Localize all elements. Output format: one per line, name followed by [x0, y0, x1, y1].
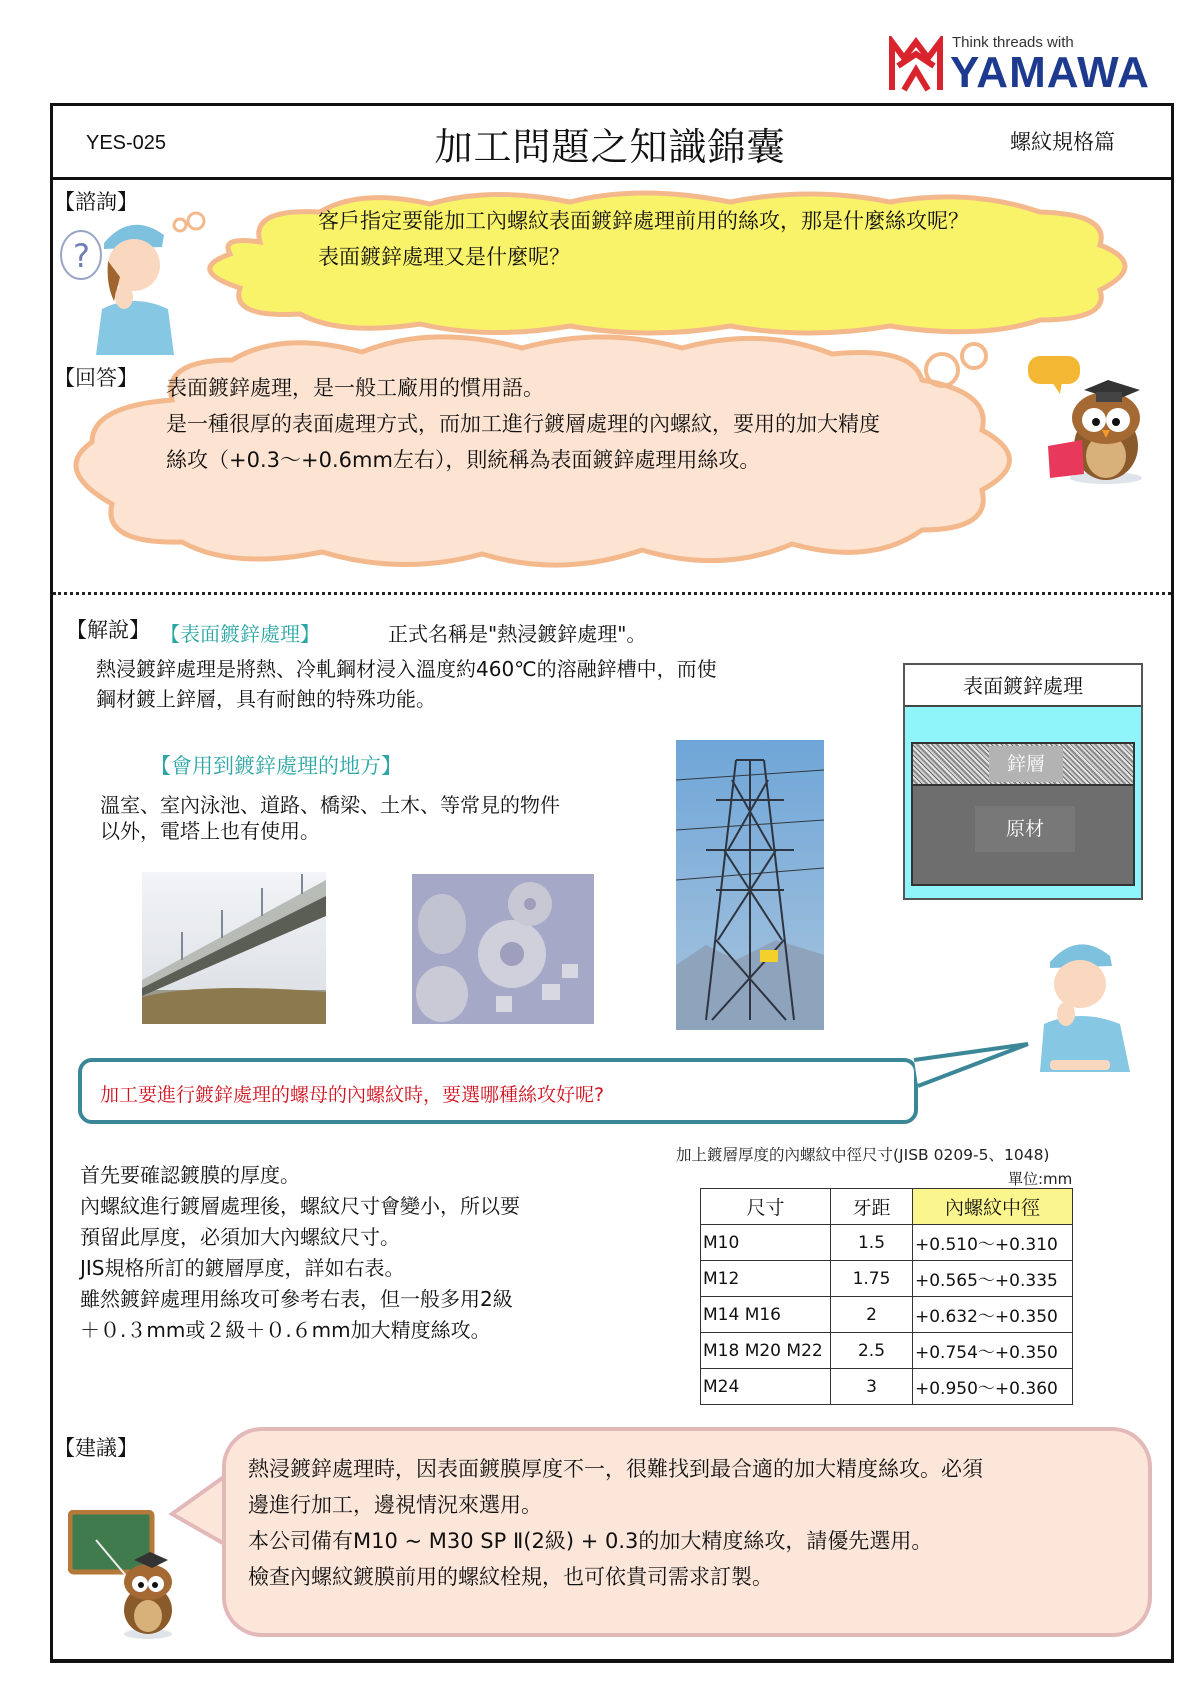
cell-size: M18 M20 M22	[701, 1333, 831, 1369]
cell-pitch: 1.5	[831, 1225, 913, 1261]
cell-size: M14 M16	[701, 1297, 831, 1333]
question-callout	[78, 1058, 918, 1124]
answer-line-2: 是一種很厚的表面處理方式，而加工進行鍍層處理的內螺紋，要用的加大精度	[166, 412, 880, 436]
thickness-line-4: JIS規格所訂的鍍層厚度，詳如右表。	[80, 1256, 405, 1280]
explanation-topic: 【表面鍍鋅處理】	[160, 622, 320, 646]
table-unit: 單位:mm	[1008, 1170, 1073, 1188]
power-tower-photo	[676, 740, 824, 1030]
inquiry-line-1: 客戶指定要能加工內螺紋表面鍍鋅處理前用的絲攻，那是什麼絲攻呢？	[318, 209, 969, 233]
cell-size: M10	[701, 1225, 831, 1261]
cell-pitch-diameter: +0.565～+0.335	[913, 1261, 1073, 1297]
owl-teacher-chalkboard-icon	[68, 1510, 198, 1640]
logo-tagline: Think threads with	[952, 34, 1074, 51]
page-title: 加工問題之知識錦囊	[434, 125, 786, 169]
advice-line-4: 檢查內螺紋鍍膜前用的螺紋栓規，也可依貴司需求訂製。	[248, 1565, 773, 1589]
table-row	[701, 1225, 1073, 1261]
inquiry-line-2: 表面鍍鋅處理又是什麼呢？	[318, 245, 570, 269]
explanation-formal-name: 正式名稱是"熱浸鍍鋅處理"。	[388, 622, 647, 646]
thickness-line-3: 預留此厚度，必須加大內螺紋尺寸。	[80, 1225, 400, 1249]
callout-pointer	[904, 1040, 1030, 1100]
thickness-explanation	[80, 1160, 520, 1346]
explanation-body-line-2: 鋼材鍍上鋅層，具有耐蝕的特殊功能。	[96, 687, 436, 711]
cell-pitch: 2	[831, 1297, 913, 1333]
table-row	[701, 1297, 1073, 1333]
answer-label: 【回答】	[54, 366, 138, 390]
worker-man-thinking-icon	[1030, 934, 1140, 1074]
document-id: YES-025	[86, 132, 167, 154]
owl-reading-book-icon	[1024, 350, 1164, 490]
answer-line-3: 絲攻（+0.3～+0.6mm左右），則統稱為表面鍍鋅處理用絲攻。	[166, 448, 761, 472]
uses-body-line-1: 溫室、室內泳池、道路、橋梁、土木、等常見的物件	[100, 793, 560, 817]
cell-size: M12	[701, 1261, 831, 1297]
uses-body-line-2: 以外，電塔上也有使用。	[100, 819, 320, 843]
galvanizing-diagram	[903, 663, 1143, 900]
advice-bubble	[222, 1427, 1152, 1637]
cell-pitch: 1.75	[831, 1261, 913, 1297]
header-pitch-diameter: 內螺紋中徑	[913, 1189, 1073, 1225]
inquiry-label: 【諮詢】	[54, 190, 138, 214]
thickness-line-2: 內螺紋進行鍍層處理後，螺紋尺寸會變小，所以要	[80, 1194, 520, 1218]
uses-heading: 【會用到鍍鋅處理的地方】	[150, 754, 402, 778]
pitch-diameter-table	[700, 1188, 1073, 1405]
advice-line-2: 邊進行加工，邊視情況來選用。	[248, 1493, 542, 1517]
thickness-line-6: ＋０.３mm或２級＋０.６mm加大精度絲攻。	[80, 1318, 491, 1342]
galvanized-parts-photo	[412, 874, 594, 1024]
table-row	[701, 1369, 1073, 1405]
cell-pitch: 3	[831, 1369, 913, 1405]
logo-brand: YAMAWA	[950, 48, 1150, 97]
highway-bridge-photo	[142, 872, 326, 1024]
explanation-body-line-1: 熱浸鍍鋅處理是將熱、冷軋鋼材浸入溫度約460℃的溶融鋅槽中，而使	[96, 657, 717, 681]
base-material-label: 原材	[975, 806, 1075, 852]
cell-pitch-diameter: +0.950～+0.360	[913, 1369, 1073, 1405]
table-row	[701, 1333, 1073, 1369]
company-logo	[888, 30, 1168, 96]
cell-pitch-diameter: +0.510～+0.310	[913, 1225, 1073, 1261]
table-header-row	[701, 1189, 1073, 1225]
base-material	[911, 786, 1135, 886]
header-size: 尺寸	[701, 1189, 831, 1225]
advice-line-1: 熱浸鍍鋅處理時，因表面鍍膜厚度不一，很難找到最合適的加大精度絲攻。必須	[248, 1457, 983, 1481]
svg-text:?: ?	[73, 237, 90, 275]
advice-label: 【建議】	[54, 1436, 138, 1460]
header-pitch: 牙距	[831, 1189, 913, 1225]
zinc-layer-label: 鋅層	[989, 746, 1063, 782]
table-row	[701, 1261, 1073, 1297]
cell-pitch-diameter: +0.754～+0.350	[913, 1333, 1073, 1369]
thickness-line-5: 雖然鍍鋅處理用絲攻可參考右表，但一般多用2級	[80, 1287, 513, 1311]
table-caption: 加上鍍層厚度的內螺紋中徑尺寸(JISB 0209-5、1048)	[676, 1146, 1050, 1164]
document-category: 螺紋規格篇	[1010, 130, 1115, 154]
yamawa-logo-mark-icon	[888, 36, 944, 92]
answer-line-1: 表面鍍鋅處理，是一般工廠用的慣用語。	[166, 376, 544, 400]
cell-size: M24	[701, 1369, 831, 1405]
section-divider	[53, 592, 1171, 595]
diagram-title: 表面鍍鋅處理	[905, 665, 1141, 707]
thickness-line-1: 首先要確認鍍膜的厚度。	[80, 1163, 300, 1187]
cell-pitch: 2.5	[831, 1333, 913, 1369]
cell-pitch-diameter: +0.632～+0.350	[913, 1297, 1073, 1333]
explanation-label: 【解說】	[66, 618, 150, 642]
callout-question: 加工要進行鍍鋅處理的螺母的內螺紋時，要選哪種絲攻好呢?	[100, 1084, 605, 1106]
advice-line-3: 本公司備有M10 ~ M30 SP Ⅱ(2級) + 0.3的加大精度絲攻，請優先選用。	[248, 1529, 933, 1553]
zinc-layer	[911, 742, 1135, 786]
